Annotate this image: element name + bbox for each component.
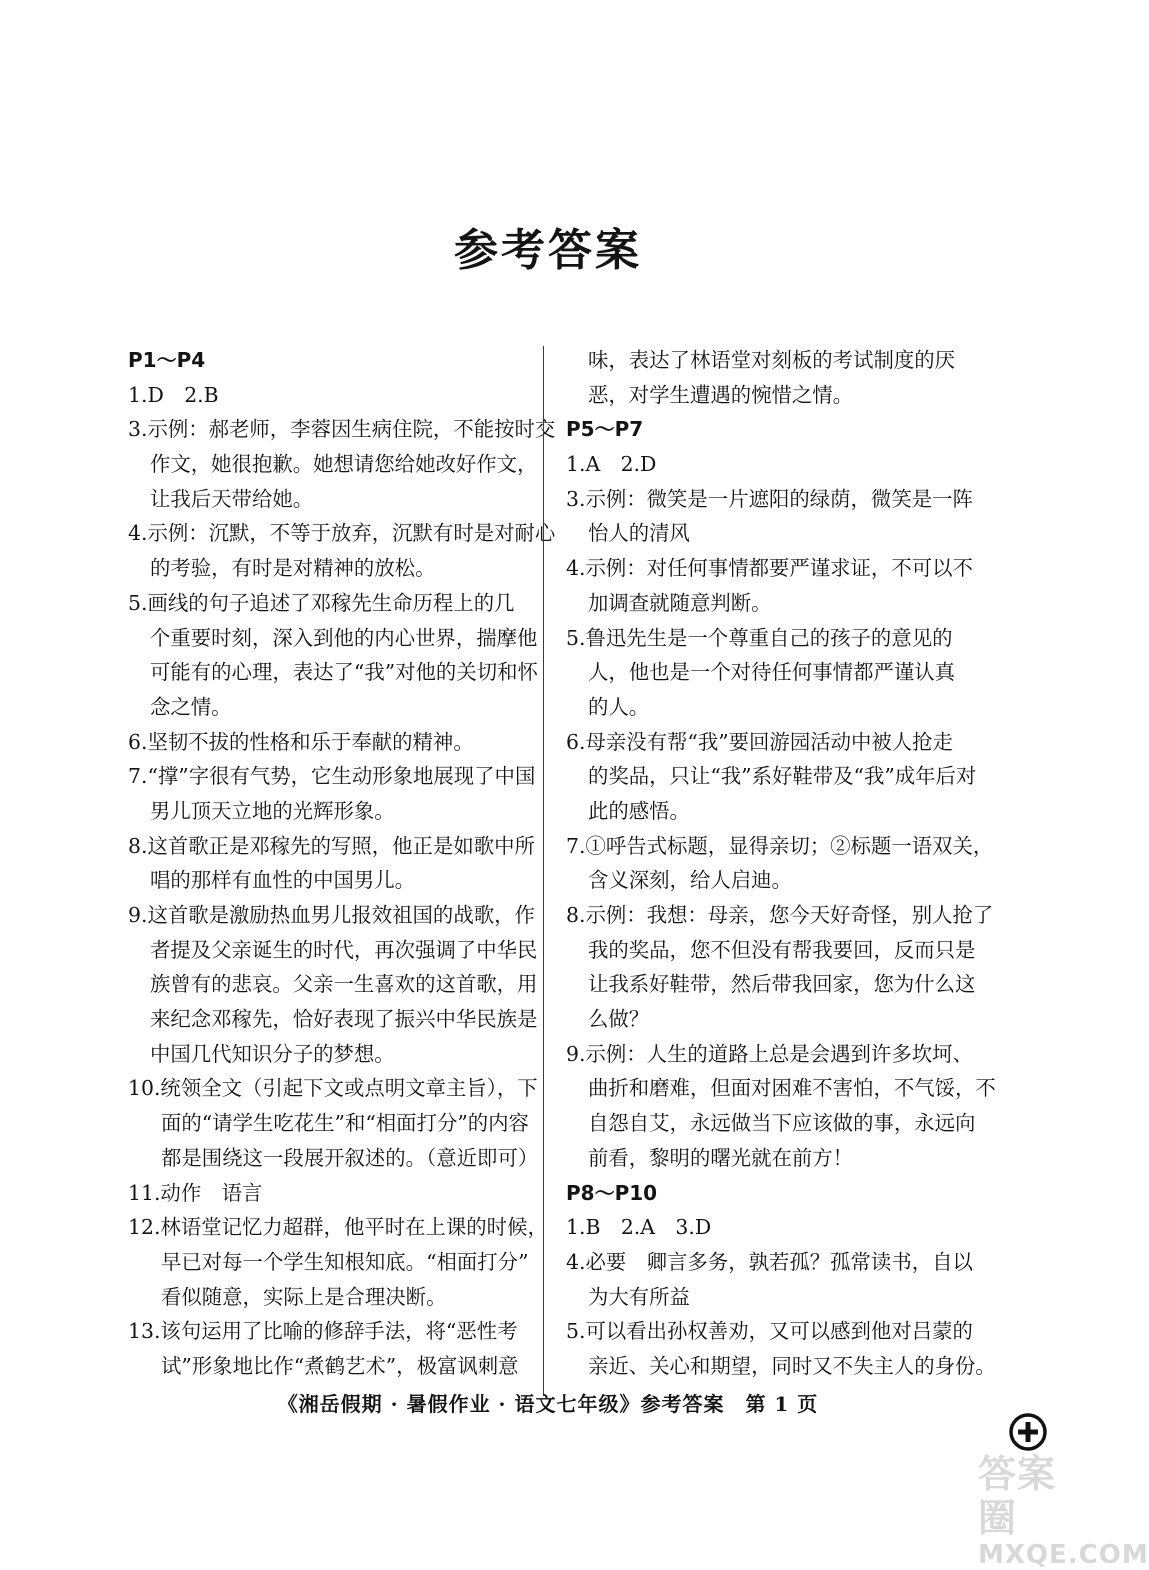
answer-line: 让我后天带给她。 — [150, 486, 314, 511]
answer-line: 亲近、关心和期望，同时又不失主人的身份。 — [588, 1353, 996, 1378]
answer-line: 13.该句运用了比喻的修辞手法，将“恶性考 — [128, 1319, 518, 1344]
answer-line: 早已对每一个学生知根知底。“相面打分” — [161, 1249, 529, 1274]
column-divider — [543, 346, 544, 1396]
answer-line: 含义深刻，给人启迪。 — [588, 868, 792, 893]
answer-line: 11.动作 语言 — [128, 1180, 263, 1205]
answer-line: 8.示例：我想：母亲，您今天好奇怪，别人抢了 — [566, 903, 994, 927]
page-footer: 《湘岳假期 · 暑假作业 · 语文七年级》参考答案 第 1 页 — [277, 1392, 819, 1416]
watermark-logo — [978, 1452, 1149, 1570]
section-heading: P5～P7 — [566, 417, 644, 442]
answer-line: 6.坚韧不拔的性格和乐于奉献的精神。 — [128, 729, 474, 754]
answer-line: 作文，她很抱歉。她想请您给她改好作文， — [150, 452, 538, 477]
answer-line: 来纪念邓稼先，恰好表现了振兴中华民族是 — [150, 1007, 538, 1032]
answer-item — [566, 551, 986, 620]
answer-column-right — [566, 343, 996, 1384]
answer-line: 9.示例：人生的道路上总是会遇到许多坎坷、 — [566, 1041, 973, 1066]
answer-item — [566, 725, 986, 829]
section-heading: P8～P10 — [566, 1180, 658, 1205]
answer-item — [128, 759, 548, 828]
answer-item — [566, 1314, 996, 1383]
answer-line: 看似随意，实际上是合理决断。 — [161, 1284, 447, 1309]
answer-item — [128, 516, 556, 585]
answer-line: 7.①呼告式标题，显得亲切；②标题一语双关， — [566, 833, 994, 858]
answer-line: 可能有的心理，表达了“我”对他的关切和怀 — [150, 660, 538, 685]
answer-line: 都是围绕这一段展开叙述的。（意近即可） — [161, 1145, 539, 1170]
answer-item — [128, 898, 548, 1071]
answer-item — [566, 1210, 986, 1245]
answer-line: 自怨自艾，永远做当下应该做的事，永远向 — [588, 1111, 976, 1136]
answer-item — [128, 1314, 548, 1383]
answer-column-left — [128, 343, 556, 1384]
answer-item — [128, 725, 548, 760]
answer-item — [128, 378, 548, 413]
answer-item — [566, 898, 994, 1037]
answer-line: 4.必要 卿言多务，孰若孤？孤常读书，自以 — [566, 1249, 973, 1274]
answer-item — [128, 1071, 548, 1175]
answer-line: 试”形象地比作“煮鹤艺术”，极富讽刺意 — [161, 1353, 519, 1378]
watermark-url: MXQE.COM — [978, 1540, 1149, 1570]
answer-line: 么做？ — [588, 1007, 650, 1032]
answer-line: 7.“撑”字很有气势，它生动形象地展现了中国 — [128, 764, 536, 789]
answer-line: 1.B 2.A 3.D — [566, 1215, 712, 1240]
answer-item — [128, 586, 548, 725]
answer-line: 6.母亲没有帮“我”要回游园活动中被人抢走 — [566, 729, 953, 754]
answer-item — [566, 829, 994, 898]
answer-line: 4.示例：对任何事情都要严谨求证，不可以不 — [566, 556, 973, 581]
answer-line: 让我系好鞋带，然后带我回家，您为什么这 — [588, 972, 976, 997]
answer-line: 加调查就随意判断。 — [588, 590, 772, 615]
watermark-main: 答案圈 — [978, 1452, 1057, 1540]
answer-line: 的奖品，只让“我”系好鞋带及“我”成年后对 — [588, 764, 977, 789]
answer-line: 中国几代知识分子的梦想。 — [150, 1041, 395, 1066]
answer-line: 8.这首歌正是邓稼先的写照，他正是如歌中所 — [128, 833, 535, 858]
answer-line: 4.示例：沉默，不等于放弃，沉默有时是对耐心 — [128, 521, 556, 546]
answer-item — [128, 1210, 548, 1314]
answer-line: 5.可以看出孙权善劝，又可以感到他对吕蒙的 — [566, 1319, 973, 1344]
answer-line: 怡人的清风 — [588, 521, 690, 546]
answer-item — [566, 1037, 996, 1176]
answer-line: 男儿顶天立地的光辉形象。 — [150, 798, 395, 823]
answer-line: 此的感悟。 — [588, 798, 690, 823]
answer-line: 人，他也是一个对待任何事情都严谨认真 — [588, 660, 956, 685]
answer-item — [566, 1245, 986, 1314]
answer-line: 族曾有的悲哀。父亲一生喜欢的这首歌，用 — [150, 972, 538, 997]
answer-line: 1.A 2.D — [566, 452, 657, 477]
answer-line: 我的奖品，您不但没有帮我要回，反而只是 — [588, 937, 976, 962]
answer-line: 者提及父亲诞生的时代，再次强调了中华民 — [150, 937, 538, 962]
answer-line: 唱的那样有血性的中国男儿。 — [150, 868, 416, 893]
answer-line: 9.这首歌是激励热血男儿报效祖国的战歌，作 — [128, 903, 535, 927]
answer-line: 3.示例：微笑是一片遮阳的绿荫，微笑是一阵 — [566, 486, 973, 511]
answer-line: 念之情。 — [150, 694, 232, 719]
answer-line: 为大有所益 — [588, 1284, 690, 1309]
answer-line: 5.鲁迅先生是一个尊重自己的孩子的意见的 — [566, 625, 953, 650]
answer-line: 的人。 — [588, 694, 650, 719]
section-heading: P1～P4 — [128, 348, 206, 372]
answer-line: 味，表达了林语堂对刻板的考试制度的厌 — [588, 348, 956, 372]
answer-line: 前看，黎明的曙光就在前方！ — [588, 1145, 854, 1170]
answer-line: 面的“请学生吃花生”和“相面打分”的内容 — [161, 1111, 529, 1136]
answer-line: 12.林语堂记忆力超群，他平时在上课的时候， — [128, 1215, 548, 1240]
answer-line: 恶，对学生遭遇的惋惜之情。 — [588, 382, 854, 407]
plus-circle-icon — [1008, 1412, 1048, 1452]
answer-item — [128, 412, 556, 516]
answer-line: 5.画线的句子追述了邓稼先生命历程上的几 — [128, 590, 515, 615]
answer-item — [566, 621, 986, 725]
answer-continuation — [566, 343, 986, 412]
answer-item — [128, 1176, 548, 1211]
answer-line: 1.D 2.B — [128, 382, 219, 407]
answer-line: 10.统领全文（引起下文或点明文章主旨），下 — [128, 1076, 538, 1101]
answer-line: 的考验，有时是对精神的放松。 — [150, 556, 436, 581]
answer-line: 个重要时刻，深入到他的内心世界，揣摩他 — [150, 625, 538, 650]
answer-line: 曲折和磨难，但面对困难不害怕，不气馁，不 — [588, 1076, 996, 1101]
answer-line: 3.示例：郝老师，李蓉因生病住院，不能按时交 — [128, 417, 556, 442]
answer-item — [566, 482, 986, 551]
answer-item — [128, 829, 548, 898]
page-title: 参考答案 — [454, 225, 642, 276]
answer-item — [566, 447, 986, 482]
